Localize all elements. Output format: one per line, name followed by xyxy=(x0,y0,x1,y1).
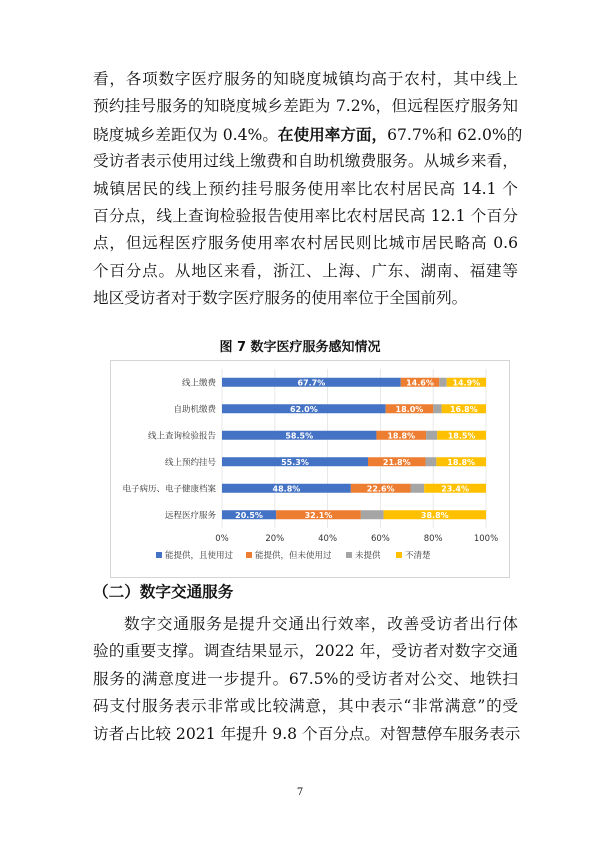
data-label: 21.8% xyxy=(382,457,411,467)
bar-segment xyxy=(439,378,446,387)
data-label: 32.1% xyxy=(304,510,333,520)
category-label: 电子病历、电子健康档案 xyxy=(122,484,216,495)
data-label: 62.0% xyxy=(289,404,318,414)
data-label: 18.5% xyxy=(447,431,476,441)
text-line: 受访者表示使用过线上缴费和自助机缴费服务。从城乡来看， xyxy=(93,152,518,171)
x-tick-label: 60% xyxy=(370,534,390,544)
data-label: 18.8% xyxy=(387,431,416,441)
legend-swatch xyxy=(346,552,352,558)
x-tick-label: 20% xyxy=(265,534,285,544)
paragraph-usage xyxy=(93,66,523,313)
text-line: 码支付服务表示非常或比较满意，其中表示“非常满意”的受 xyxy=(93,697,518,716)
paragraph-transport xyxy=(93,611,521,748)
data-label: 14.9% xyxy=(452,378,481,388)
legend-label: 未提供 xyxy=(355,551,381,561)
legend-label: 不清楚 xyxy=(405,551,431,561)
stacked-bar-chart xyxy=(111,361,509,577)
legend-swatch xyxy=(156,552,162,558)
category-label: 线上缴费 xyxy=(181,378,216,389)
text-line-content: 67.7%和 62.0%的 xyxy=(387,125,523,144)
data-label: 16.8% xyxy=(449,404,478,414)
text-line xyxy=(93,121,523,148)
chart-frame xyxy=(110,360,510,578)
text-line: 百分点，线上查询检验报告使用率比农村居民高 12.1 个百分 xyxy=(93,206,518,225)
data-label: 18.0% xyxy=(395,404,424,414)
data-label: 23.4% xyxy=(441,484,469,494)
data-label: 20.5% xyxy=(235,510,263,520)
x-tick-label: 100% xyxy=(473,534,499,544)
data-label: 22.6% xyxy=(366,484,395,494)
legend-label: 能提供，但未使用过 xyxy=(255,551,332,561)
data-label: 38.8% xyxy=(420,510,449,520)
bar-segment xyxy=(433,404,441,413)
legend-label: 能提供，且使用过 xyxy=(165,551,234,561)
x-tick-label: 80% xyxy=(423,534,443,544)
category-label: 远程医疗服务 xyxy=(164,510,216,521)
text-line: 访者占比较 2021 年提升 9.8 个百分点。对智慧停车服务表示 xyxy=(93,724,521,743)
data-label: 14.6% xyxy=(406,378,434,388)
text-line: 服务的满意度进一步提升。67.5%的受访者对公交、地铁扫 xyxy=(93,669,518,688)
text-line: 地区受访者对于数字医疗服务的使用率位于全国前列。 xyxy=(93,289,468,308)
text-line: 城镇居民的线上预约挂号服务使用率比农村居民高 14.1 个 xyxy=(93,179,518,198)
text-line: 数字交通服务是提升交通出行效率，改善受访者出行体 xyxy=(124,615,518,633)
page-number: 7 xyxy=(296,787,304,798)
category-label: 线上查询检验报告 xyxy=(147,431,216,442)
data-label: 48.8% xyxy=(272,484,301,494)
bar-segment xyxy=(426,431,437,440)
x-tick-label: 40% xyxy=(318,534,338,544)
text-line: 看，各项数字医疗服务的知晓度城镇均高于农村，其中线上 xyxy=(93,70,518,88)
figure-title: 图 7 数字医疗服务感知情况 xyxy=(219,340,381,355)
data-label: 18.8% xyxy=(447,457,476,467)
section-heading: （二）数字交通服务 xyxy=(93,583,234,601)
text-line: 点，但远程医疗服务使用率农村居民则比城市居民略高 0.6 xyxy=(93,234,518,253)
legend-swatch xyxy=(246,552,252,558)
x-tick-label: 0% xyxy=(215,534,229,544)
data-label: 55.3% xyxy=(281,457,309,467)
text-line: 预约挂号服务的知晓度城乡差距为 7.2%，但远程医疗服务知 xyxy=(93,97,518,116)
bar-segment xyxy=(361,510,384,519)
legend-swatch xyxy=(396,552,402,558)
data-label: 67.7% xyxy=(297,378,326,388)
data-label: 58.5% xyxy=(285,431,314,441)
text-line: 验的重要支撑。调查结果显示，2022 年，受访者对数字交通 xyxy=(93,642,518,661)
bar-segment xyxy=(426,457,437,466)
text-line: 个百分点。从地区来看，浙江、上海、广东、湖南、福建等 xyxy=(93,261,518,280)
bar-segment xyxy=(410,484,424,493)
bold-phrase: 在使用率方面， xyxy=(277,124,388,144)
text-line-content: 晓度城乡差距仅为 0.4%。 xyxy=(93,125,278,144)
category-label: 自助机缴费 xyxy=(173,404,216,415)
category-label: 线上预约挂号 xyxy=(164,457,216,468)
